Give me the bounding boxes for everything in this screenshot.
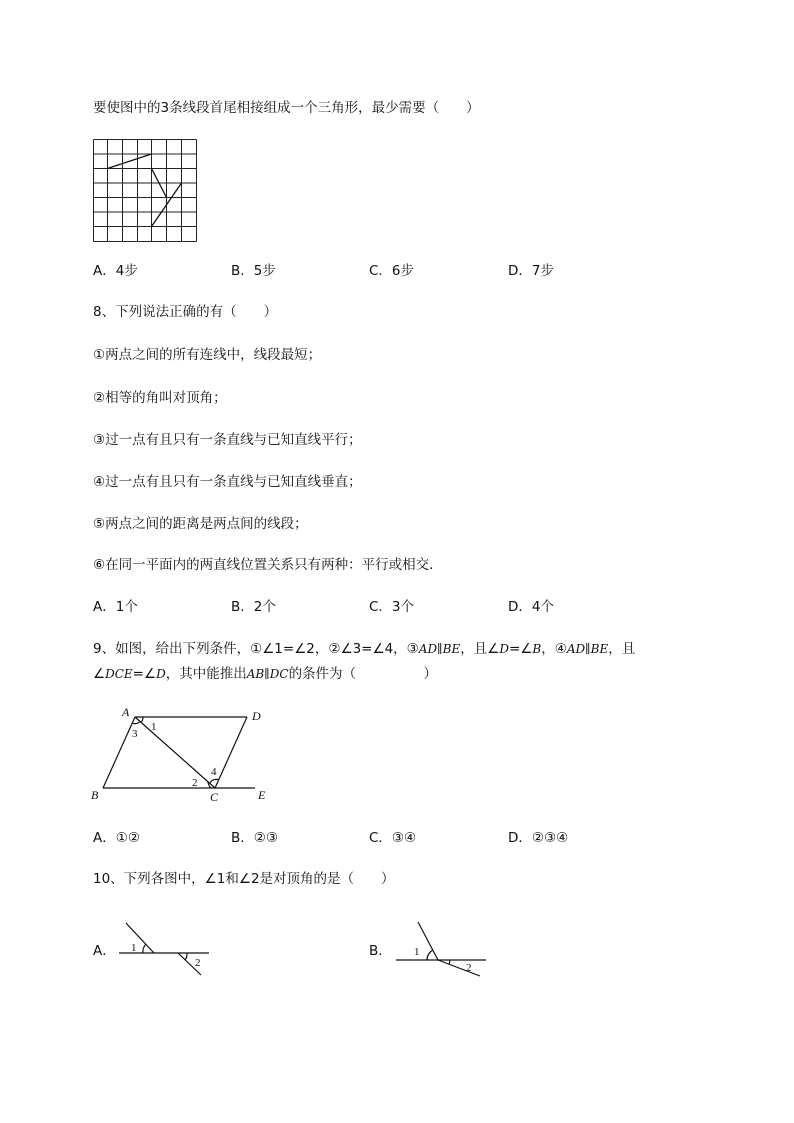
label-angle-1: 1: [414, 946, 420, 958]
q7-option-a[interactable]: A．4步: [93, 263, 138, 279]
label-angle-1: 1: [151, 721, 157, 733]
q8-statement-2: ②相等的角叫对顶角；: [93, 390, 227, 406]
label-angle-4: 4: [211, 766, 217, 778]
label-b: B: [91, 788, 99, 802]
q9-option-c[interactable]: C．③④: [369, 830, 417, 846]
q10-option-b[interactable]: B．: [369, 943, 392, 959]
q10-figure-b: [394, 918, 490, 980]
q10-option-a[interactable]: A．: [93, 943, 116, 959]
segment-ab: [103, 717, 135, 788]
segment-ac: [135, 717, 215, 788]
q8-statement-6: ⑥在同一平面内的两直线位置关系只有两种：平行或相交．: [93, 557, 443, 573]
label-angle-1: 1: [131, 942, 137, 954]
q7-option-d[interactable]: D．7步: [508, 263, 554, 279]
q8-option-d[interactable]: D．4个: [508, 599, 554, 615]
q9-stem-line-2: ∠DCE=∠D，其中能推出AB∥DC的条件为（ ）: [93, 666, 438, 682]
q8-statement-3: ③过一点有且只有一条直线与已知直线平行；: [93, 432, 362, 448]
label-c: C: [210, 790, 219, 804]
q9-option-a[interactable]: A．①②: [93, 830, 140, 846]
q7-stem: 要使图中的3条线段首尾相接组成一个三角形，最少需要（ ）: [93, 100, 480, 116]
q8-option-c[interactable]: C．3个: [369, 599, 415, 615]
q9-option-d[interactable]: D．②③④: [508, 830, 569, 846]
q8-statement-5: ⑤两点之间的距离是两点间的线段；: [93, 516, 308, 532]
q10-stem: 10、下列各图中，∠1和∠2是对顶角的是（ ）: [93, 871, 395, 887]
q8-stem: 8、下列说法正确的有（ ）: [93, 304, 278, 320]
q7-option-c[interactable]: C．6步: [369, 263, 415, 279]
label-angle-2: 2: [466, 962, 472, 974]
label-angle-2: 2: [195, 957, 201, 969]
segment-1: [108, 154, 152, 169]
q10-figure-a: [116, 920, 212, 978]
angle-1-arc: [141, 717, 143, 723]
q9-option-b[interactable]: B．②③: [231, 830, 278, 846]
label-d: D: [252, 709, 261, 723]
q9-stem-line-1: 9、如图，给出下列条件，①∠1=∠2，②∠3=∠4，③AD∥BE，且∠D=∠B，④AD∥BE，且: [93, 641, 636, 657]
q8-option-b[interactable]: B．2个: [231, 599, 276, 615]
q8-statement-1: ①两点之间的所有连线中，线段最短；: [93, 347, 322, 363]
label-a: A: [122, 705, 130, 719]
q8-statement-4: ④过一点有且只有一条直线与已知直线垂直；: [93, 474, 362, 490]
label-angle-3: 3: [132, 728, 138, 740]
label-angle-2: 2: [192, 777, 198, 789]
q7-option-b[interactable]: B．5步: [231, 263, 276, 279]
q7-grid-figure: [93, 139, 197, 242]
q9-parallelogram-figure: [88, 700, 278, 808]
segment-dc: [215, 717, 247, 788]
q8-option-a[interactable]: A．1个: [93, 599, 138, 615]
label-e: E: [258, 788, 266, 802]
